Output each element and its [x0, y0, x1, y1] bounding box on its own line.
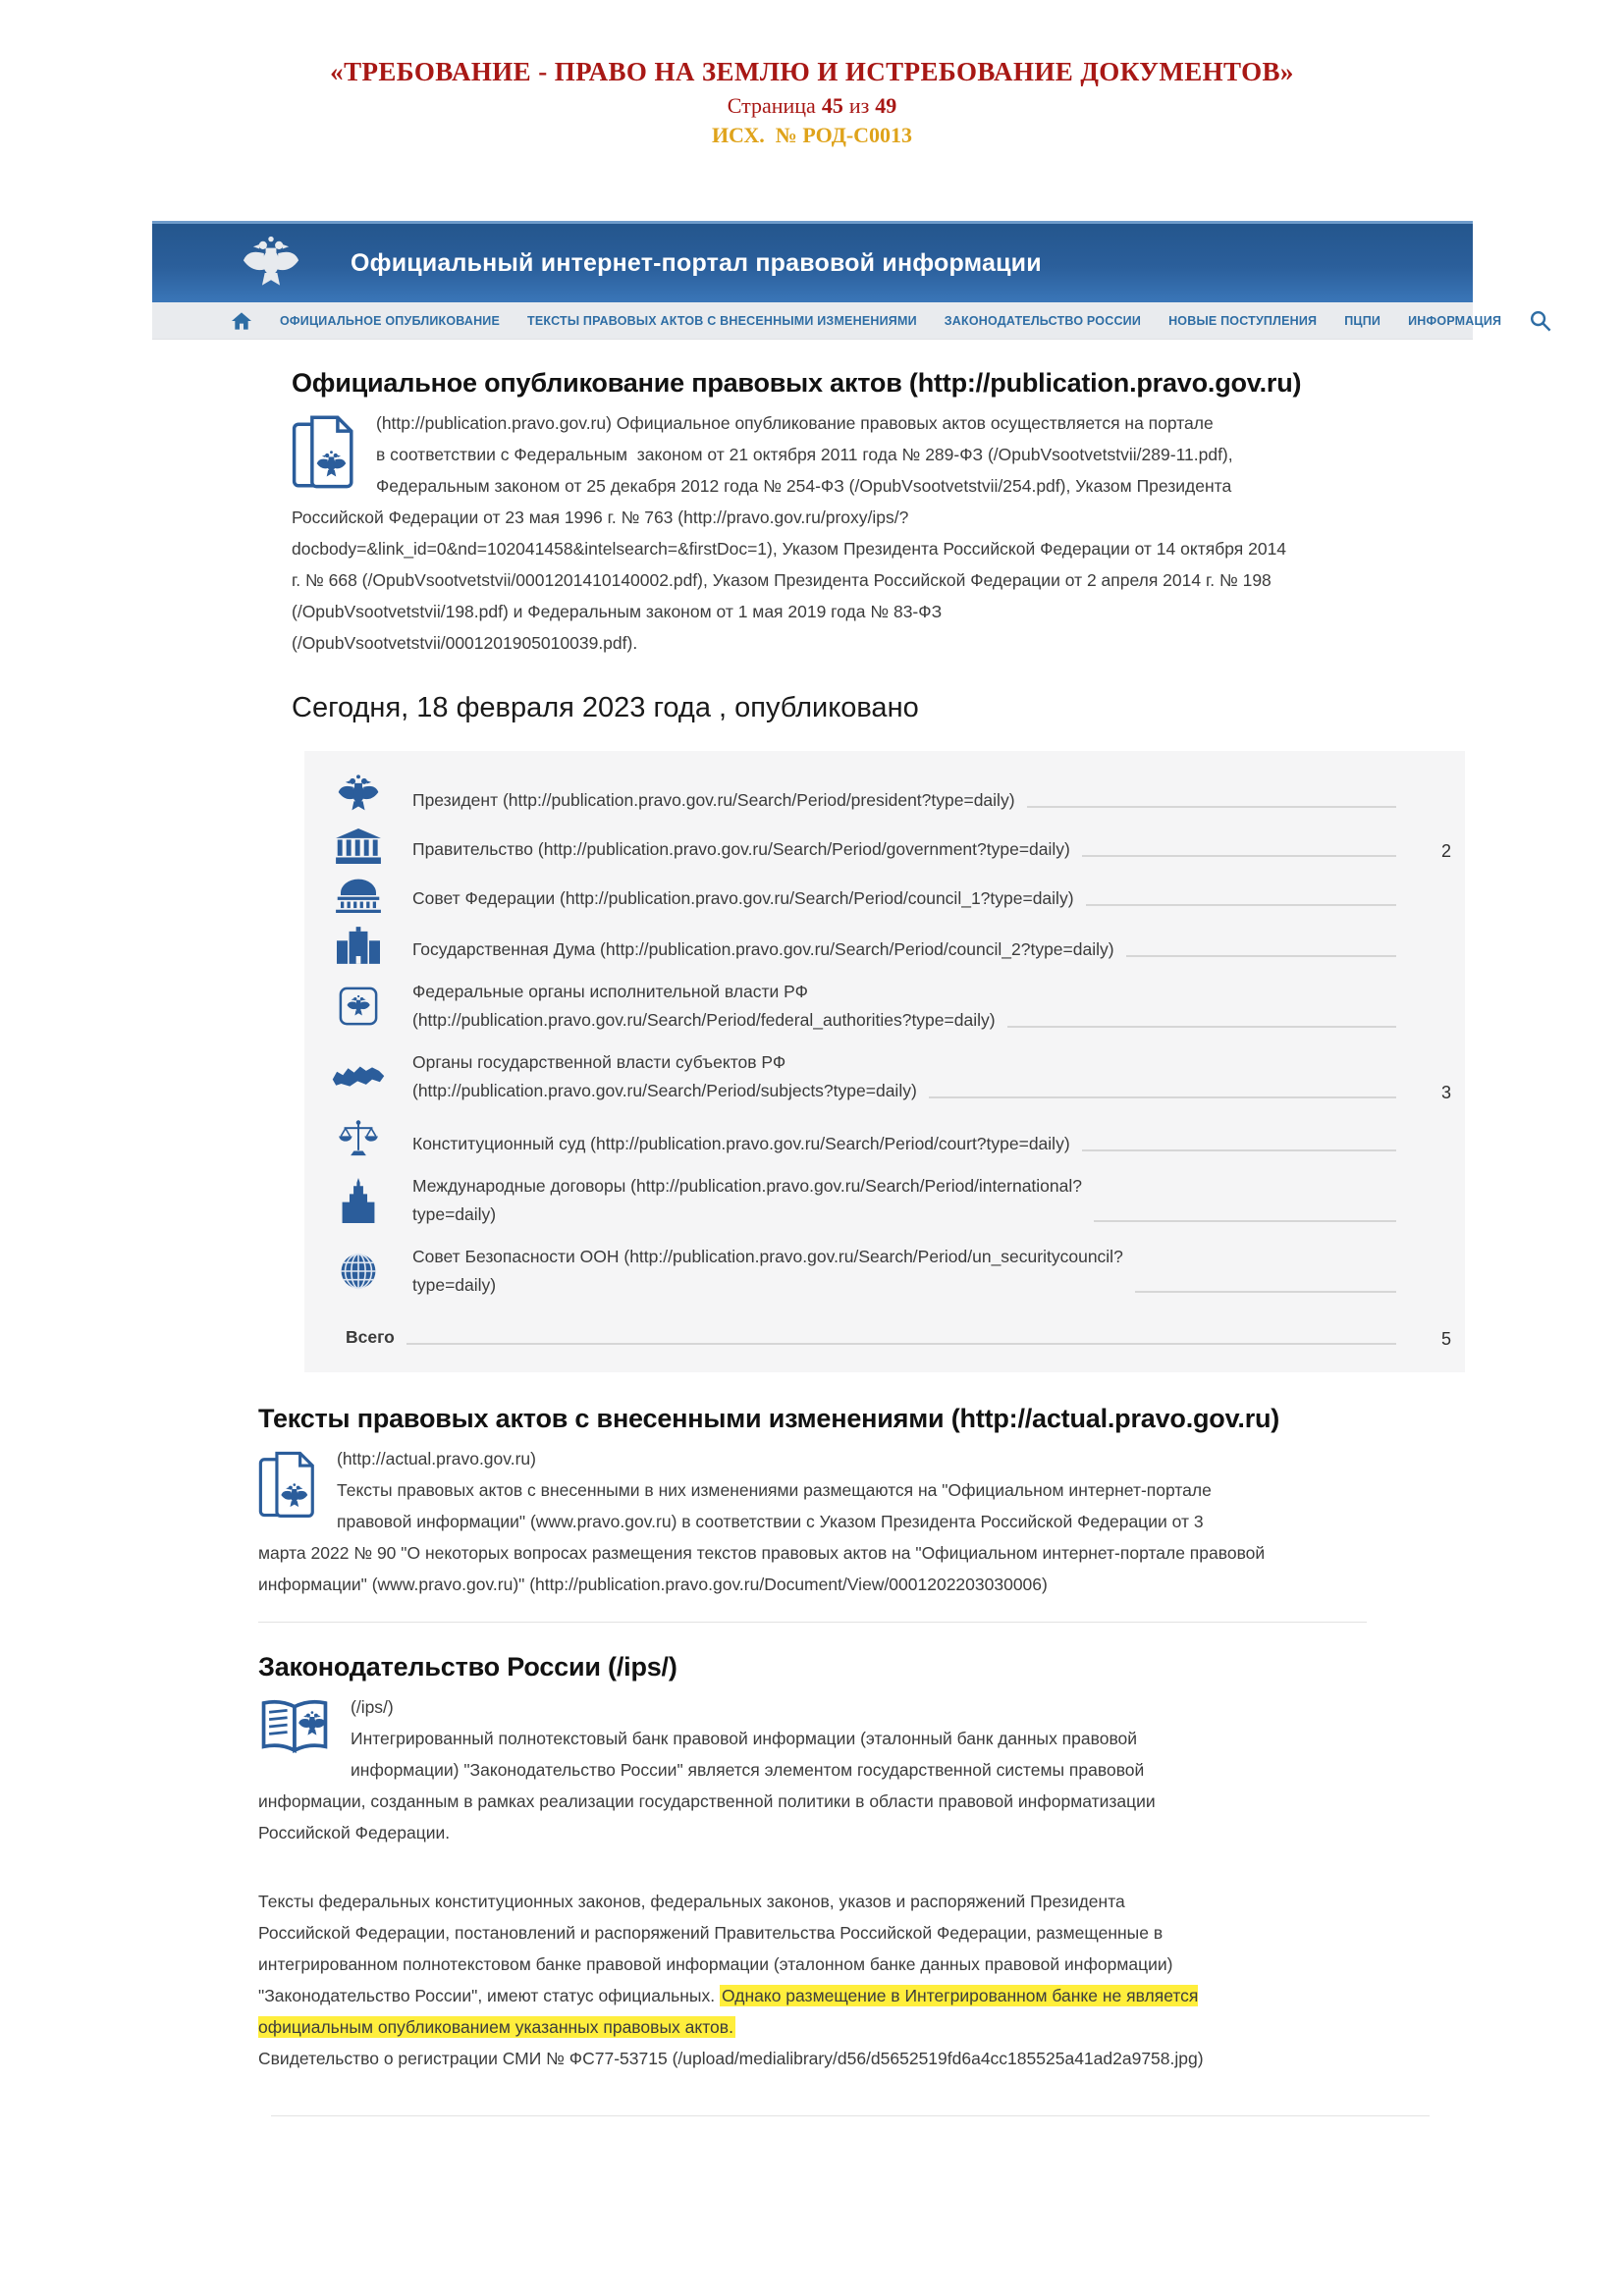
nav-item-information[interactable]: ИНФОРМАЦИЯ [1408, 313, 1502, 328]
total-count: 5 [1440, 1329, 1451, 1349]
table-row [304, 1112, 1451, 1165]
table-row [304, 871, 1451, 920]
docs-eagle-icon [292, 413, 356, 490]
row-link-president[interactable]: Президент (http://publication.pravo.gov.ru/Search/Period/president?type=daily) [412, 790, 1015, 810]
portal-topbar [152, 221, 1473, 302]
row-leader-line [929, 1096, 1396, 1098]
row-link-constitutional-court[interactable]: Конституционный суд (http://publication.pravo.gov.ru/Search/Period/court?type=daily) [412, 1134, 1070, 1153]
actual-body-text[interactable]: (http://actual.pravo.gov.ru) Тексты правовых актов с внесенными в них изменениями размещаются на "Официальном интернет-портале правовой информации" (www.pravo.gov.ru) в соответствии с Указом Президента Российской Федерации от 3 марта 2022 № 90 "О некоторых вопросах размещения текстов правовых актов на "Официальном интернет-портале правовой информации" (www.pravo.gov.ru)" (http://publication.pravo.gov.ru/Document/View/0001202203030006) [258, 1449, 1266, 1594]
legislation-status-paragraph [258, 1886, 1367, 2074]
portal-screenshot [152, 221, 1502, 2116]
table-row [304, 1236, 1451, 1307]
media-registration-link[interactable]: Свидетельство о регистрации СМИ № ФС77-53715 (/upload/medialibrary/d56/d5652519fd6a4cc185525a41ad2a9758.jpg) [258, 2049, 1204, 2068]
tower-building-icon [304, 1178, 412, 1223]
doc-header [0, 0, 1624, 148]
row-link-un-security-council[interactable]: Совет Безопасности ООН (http://publication.pravo.gov.ru/Search/Period/un_securitycouncil? type=daily) [412, 1247, 1123, 1295]
table-row [304, 920, 1451, 971]
portal-brand-title: Официальный интернет-портал правовой информации [351, 248, 1042, 277]
page-word: Страница [727, 93, 816, 118]
portal-content [152, 366, 1451, 2116]
row-leader-line [1094, 1220, 1396, 1222]
publication-body-text[interactable]: (http://publication.pravo.gov.ru) Официальное опубликование правовых актов осуществляется на портале в соответствии с Федеральным законом от 21 октября 2011 года № 289-ФЗ (/OpubVsootvetstvii/289-11.pdf), Федеральным законом от 25 декабря 2012 года № 254-ФЗ (/OpubVsootvetstvii/254.pdf), Указом Президента Российской Федерации от 23 мая 1996 г. № 763 (http://pravo.gov.ru/proxy/ips/? docbody=&link_id=0&nd=102041458&intelsearch=&firstDoc=1), Указом Президента Российской Федерации от 14 октября 2014 г. № 668 (/OpubVsootvetstvii/0001201410140002.pdf), Указом Президента Российской Федерации от 2 апреля 2014 г. № 198 (/OpubVsootvetstvii/198.pdf) и Федеральным законом от 1 мая 2019 года № 83-ФЗ (/OpubVsootvetstvii/0001201905010039.pdf). [292, 413, 1287, 653]
row-link-regional-authorities[interactable]: Органы государственной власти субъектов РФ (http://publication.pravo.gov.ru/Search/Period/subjects?type=daily) [412, 1052, 917, 1100]
search-icon[interactable] [1529, 309, 1552, 333]
today-published-box [304, 751, 1465, 1372]
coat-of-arms-icon [243, 232, 299, 294]
row-leader-line [1027, 806, 1396, 808]
scales-icon [304, 1119, 412, 1158]
eagle-icon [304, 774, 412, 815]
un-globe-icon [304, 1253, 412, 1290]
bottom-divider [271, 2115, 1430, 2116]
federal-emblem-icon [304, 987, 412, 1026]
section-heading: Законодательство России (/ips/) [258, 1652, 677, 1682]
row-link-federation-council[interactable]: Совет Федерации (http://publication.pravo.gov.ru/Search/Period/council_1?type=daily) [412, 888, 1074, 908]
row-leader-line [406, 1343, 1396, 1345]
row-count [1406, 1034, 1451, 1035]
federation-council-building-icon [304, 878, 412, 913]
row-count [1406, 1228, 1451, 1229]
row-count [1406, 814, 1451, 815]
highlighted-note: Однако размещение в Интегрированном банке не является официальным опубликованием указанных правовых актов. [258, 1986, 1199, 2037]
row-leader-line [1082, 1149, 1396, 1151]
today-heading: Сегодня, 18 февраля 2023 года , опубликовано [292, 692, 919, 723]
government-building-icon [304, 828, 412, 864]
open-book-eagle-icon [258, 1697, 331, 1756]
total-label: Всего [346, 1327, 395, 1347]
row-link-state-duma[interactable]: Государственная Дума (http://publication.pravo.gov.ru/Search/Period/council_2?type=daily) [412, 939, 1114, 959]
nav-item-new-arrivals[interactable]: НОВЫЕ ПОСТУПЛЕНИЯ [1168, 313, 1318, 328]
row-count [1406, 912, 1451, 913]
doc-title: «ТРЕБОВАНИЕ - ПРАВО НА ЗЕМЛЮ И ИСТРЕБОВАНИЕ ДОКУМЕНТОВ» [330, 57, 1294, 86]
of-word: из [848, 93, 870, 118]
section-heading: Официальное опубликование правовых актов (http://publication.pravo.gov.ru) [292, 368, 1302, 398]
docs-eagle-icon [258, 1449, 317, 1520]
section-divider [258, 1622, 1367, 1623]
row-link-federal-authorities[interactable]: Федеральные органы исполнительной власти РФ (http://publication.pravo.gov.ru/Search/Period/federal_authorities?type=daily) [412, 982, 996, 1030]
section-paragraph [258, 1691, 1367, 1848]
state-duma-building-icon [304, 927, 412, 964]
table-row-total [304, 1316, 1451, 1359]
page-current: 45 [821, 93, 843, 118]
row-count [1406, 1157, 1451, 1158]
table-row [304, 822, 1451, 871]
row-leader-line [1135, 1291, 1396, 1293]
ips-body-text[interactable]: (/ips/) Интегрированный полнотекстовый банк правовой информации (эталонный банк данных правовой информации) "Законодательство России" является элементом государственной системы правовой информации, созданным в рамках реализации государственной политики в области правовой информатизации Российской Федерации. [258, 1697, 1156, 1842]
row-link-government[interactable]: Правительство (http://publication.pravo.gov.ru/Search/Period/government?type=daily) [412, 839, 1070, 859]
home-icon[interactable] [231, 311, 252, 331]
doc-reference-number: ИСХ. № РОД-С0013 [711, 123, 913, 147]
nav-item-pcpi[interactable]: ПЦПИ [1344, 313, 1381, 328]
page-total: 49 [875, 93, 897, 118]
table-row [304, 971, 1451, 1041]
row-leader-line [1007, 1026, 1396, 1028]
table-row [304, 1165, 1451, 1236]
status-text: Тексты федеральных конституционных законов, федеральных законов, указов и распоряжений Президента Российской Федерации, постановлений и распоряжений Правительства Российской Федерации, размещенные в интегрированном полнотекстовом банке правовой информации (эталонном банке данных правовой информации) "Законодательство России", имеют статус официальных. [258, 1892, 1173, 2005]
section-russian-legislation [258, 1650, 1367, 2074]
nav-item-official-publication[interactable]: ОФИЦИАЛЬНОЕ ОПУБЛИКОВАНИЕ [280, 313, 501, 328]
row-count: 3 [1440, 1083, 1451, 1102]
doc-page-indicator [0, 93, 1624, 119]
portal-navbar [152, 302, 1502, 340]
section-heading: Тексты правовых актов с внесенными изменениями (http://actual.pravo.gov.ru) [258, 1404, 1280, 1433]
row-leader-line [1126, 955, 1396, 957]
row-link-international-treaties[interactable]: Международные договоры (http://publication.pravo.gov.ru/Search/Period/international? type=daily) [412, 1176, 1082, 1224]
table-row [304, 767, 1451, 822]
section-paragraph [258, 1443, 1367, 1600]
russia-map-icon [304, 1062, 412, 1092]
row-count [1406, 1299, 1451, 1300]
nav-item-amended-acts[interactable]: ТЕКСТЫ ПРАВОВЫХ АКТОВ С ВНЕСЕННЫМИ ИЗМЕНЕНИЯМИ [527, 313, 917, 328]
section-official-publication [292, 366, 1451, 1372]
row-leader-line [1082, 855, 1396, 857]
nav-item-russian-legislation[interactable]: ЗАКОНОДАТЕЛЬСТВО РОССИИ [944, 313, 1142, 328]
row-count: 2 [1440, 841, 1451, 861]
section-paragraph [292, 407, 1367, 659]
table-row [304, 1041, 1451, 1112]
row-count [1406, 963, 1451, 964]
section-amended-acts [258, 1402, 1367, 1600]
row-leader-line [1086, 904, 1396, 906]
